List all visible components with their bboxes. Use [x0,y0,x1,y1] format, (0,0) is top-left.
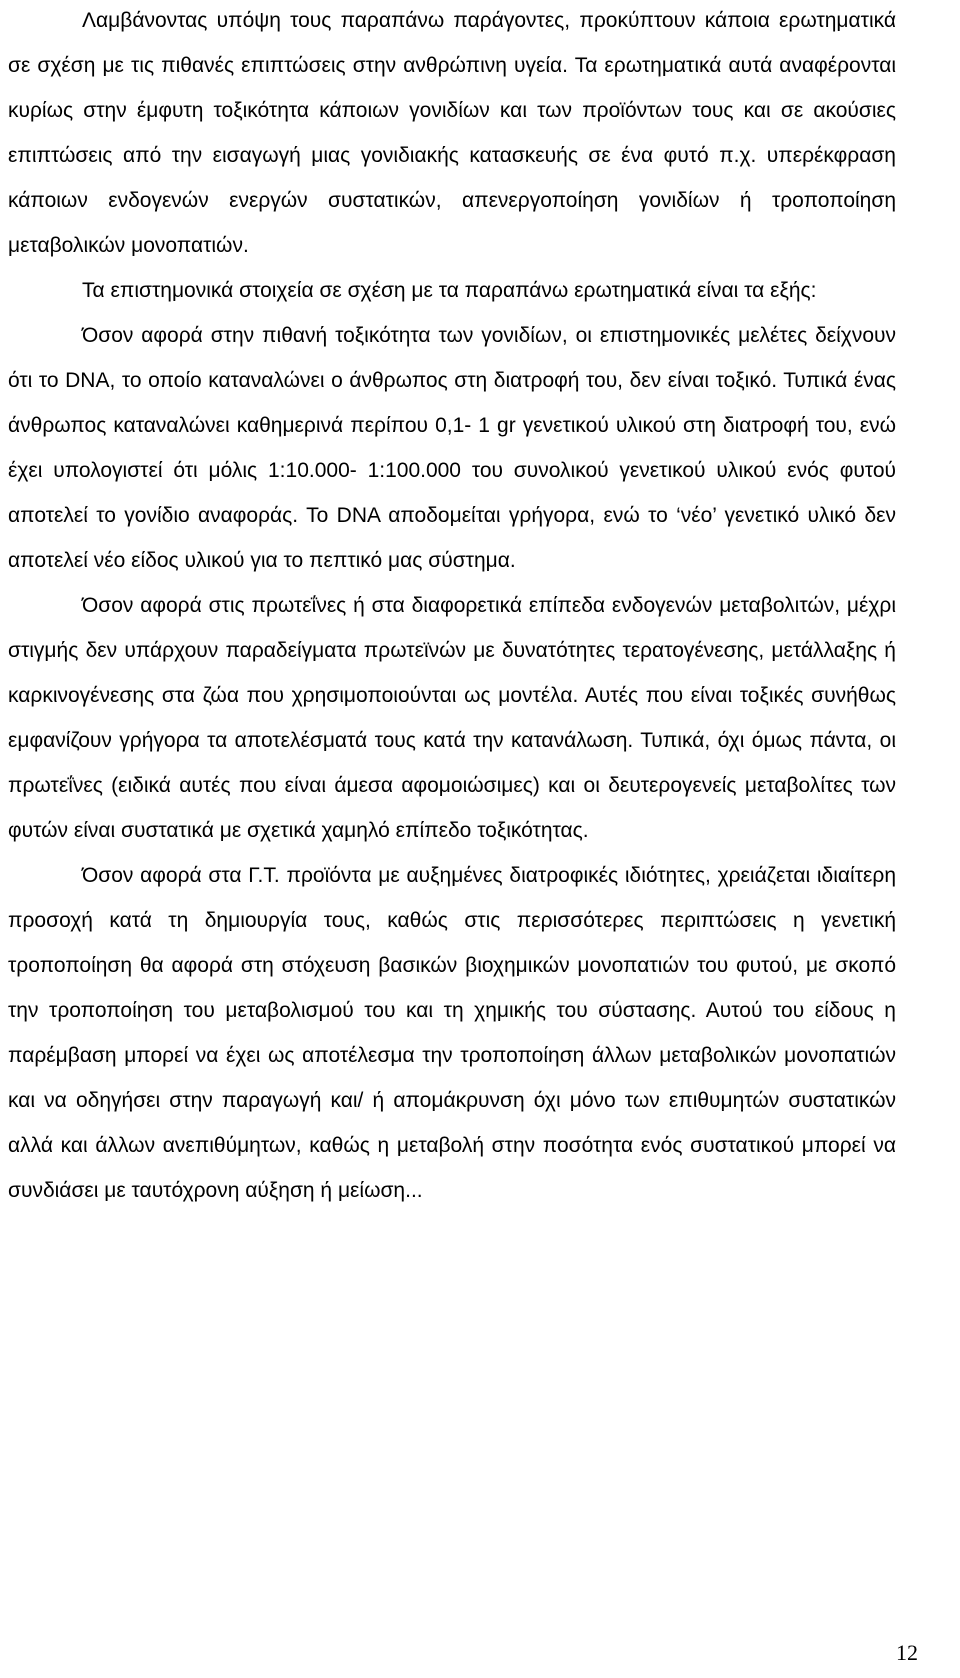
page-number: 12 [896,1640,918,1665]
document-page [8,0,896,1213]
paragraph-protein-toxicity-text: Όσον αφορά στις πρωτεΐνες ή στα διαφορετικά επίπεδα ενδογενών μεταβολιτών, μέχρι στιγμής δεν υπάρχουν παραδείγματα πρωτεϊνών με δυνατότητες τερατογένεσης, μετάλλαξης ή καρκινογένεσης στα ζώα που χρησιμοποιούνται ως μοντέλα. Αυτές που είναι τοξικές συνήθως εμφανίζουν γρήγορα τα αποτελέσματά τους κατά την κατανάλωση. Τυπικά, όχι όμως πάντα, οι πρωτεΐνες (ειδικά αυτές που είναι άμεσα αφομοιώσιμες) και οι δευτερογενείς μεταβολίτες των φυτών είναι συστατικά με σχετικά χαμηλό επίπεδο τοξικότητας. [8,594,896,842]
paragraph-evidence-lead-text: Τα επιστημονικά στοιχεία σε σχέση με τα παραπάνω ερωτηματικά είναι τα εξής: [82,279,817,302]
paragraph-protein-toxicity [8,583,896,853]
paragraph-intro-text: Λαμβάνοντας υπόψη τους παραπάνω παράγοντες, προκύπτουν κάποια ερωτηματικά σε σχέση με τις πιθανές επιπτώσεις στην ανθρώπινη υγεία. Τα ερωτηματικά αυτά αναφέρονται κυρίως στην έμφυτη τοξικότητα κάποιων γονιδίων και των προϊόντων τους και σε ακούσιες επιπτώσεις από την εισαγωγή μιας γονιδιακής κατασκευής σε ένα φυτό π.χ. υπερέκφραση κάποιων ενδογενών ενεργών συστατικών, απενεργοποίηση γονιδίων ή τροποποίηση μεταβολικών μονοπατιών. [8,9,896,257]
paragraph-gm-products-text: Όσον αφορά στα Γ.Τ. προϊόντα με αυξημένες διατροφικές ιδιότητες, χρειάζεται ιδιαίτερη προσοχή κατά τη δημιουργία τους, καθώς στις περισσότερες περιπτώσεις η γενετική τροποποίηση θα αφορά στη στόχευση βασικών βιοχημικών μονοπατιών του φυτού, με σκοπό την τροποποίηση του μεταβολισμού του και τη χημικής του σύστασης. Αυτού του είδους η παρέμβαση μπορεί να έχει ως αποτέλεσμα την τροποποίηση άλλων μεταβολικών μονοπατιών και να οδηγήσει στην παραγωγή και/ ή απομάκρυνση όχι μόνο των επιθυμητών συστατικών αλλά και άλλων ανεπιθύμητων, καθώς η μεταβολή στην ποσότητα ενός συστατικού μπορεί να συνδιάσει με ταυτόχρονη αύξηση ή μείωση... [8,864,896,1202]
paragraph-gene-toxicity-text: Όσον αφορά στην πιθανή τοξικότητα των γονιδίων, οι επιστημονικές μελέτες δείχνουν ότι το DNA, το οποίο καταναλώνει ο άνθρωπος στη διατροφή του, δεν είναι τοξικό. Τυπικά ένας άνθρωπος καταναλώνει καθημερινά περίπου 0,1- 1 gr γενετικού υλικού στη διατροφή του, ενώ έχει υπολογιστεί ότι μόλις 1:10.000- 1:100.000 του συνολικού γενετικού υλικού ενός φυτού αποτελεί το γονίδιο αναφοράς. Το DNA αποδομείται γρήγορα, ενώ το ‘νέο’ γενετικό υλικό δεν αποτελεί νέο είδος υλικού για το πεπτικό μας σύστημα. [8,324,896,572]
paragraph-intro [8,0,896,268]
paragraph-gm-products [8,853,896,1213]
paragraph-evidence-lead [8,268,896,313]
paragraph-gene-toxicity [8,313,896,583]
